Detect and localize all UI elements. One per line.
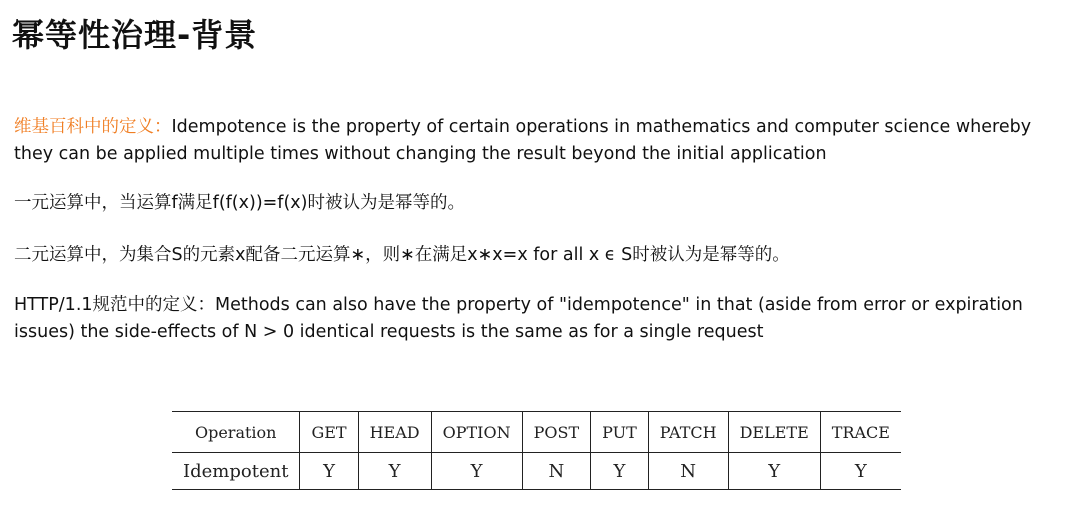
table-header-cell: PUT	[591, 412, 649, 453]
table-cell: Idempotent	[183, 460, 289, 482]
unary-operation-text: 一元运算中，当运算f满足f(f(x))=f(x)时被认为是幂等的。	[14, 193, 465, 213]
table-header-row	[172, 412, 901, 453]
table-cell: Y	[728, 453, 820, 490]
http-definition-label: HTTP/1.1规范中的定义：	[14, 295, 216, 315]
table-cell: N	[522, 453, 591, 490]
wiki-definition-text: Idempotence is the property of certain operations in mathematics and computer science whereby they can be applied multiple times without changing the result beyond the initial application	[14, 117, 1032, 164]
table-cell: Y	[300, 453, 358, 490]
http-definition-text: Methods can also have the property of "idempotence" in that (aside from error or expiration issues) the side-effects of N > 0 identical requests is the same as for a single request	[14, 295, 1023, 342]
wiki-definition-label: 维基百科中的定义：	[14, 117, 172, 137]
table-cell: Y	[431, 453, 522, 490]
table-header-cell: POST	[522, 412, 591, 453]
table-row	[172, 453, 901, 490]
table-header-cell: Operation	[194, 422, 277, 442]
idempotence-table-wrapper	[172, 411, 901, 490]
table-cell: Y	[820, 453, 901, 490]
table-header-cell: TRACE	[820, 412, 901, 453]
table-header-cell: PATCH	[648, 412, 728, 453]
table-header-cell: DELETE	[728, 412, 820, 453]
table-cell: Y	[358, 453, 431, 490]
wiki-definition	[14, 114, 1064, 168]
table-cell: Y	[591, 453, 649, 490]
page-title: 幂等性治理-背景	[12, 16, 258, 54]
table-header-cell: OPTION	[431, 412, 522, 453]
http-definition	[14, 292, 1064, 346]
table-header-cell: GET	[300, 412, 358, 453]
binary-operation-text: 二元运算中，为集合S的元素x配备二元运算∗，则∗在满足x∗x=x for all x ϵ S时被认为是幂等的。	[14, 245, 790, 265]
table-cell: N	[648, 453, 728, 490]
table-header-cell: HEAD	[358, 412, 431, 453]
idempotence-table	[172, 411, 901, 490]
